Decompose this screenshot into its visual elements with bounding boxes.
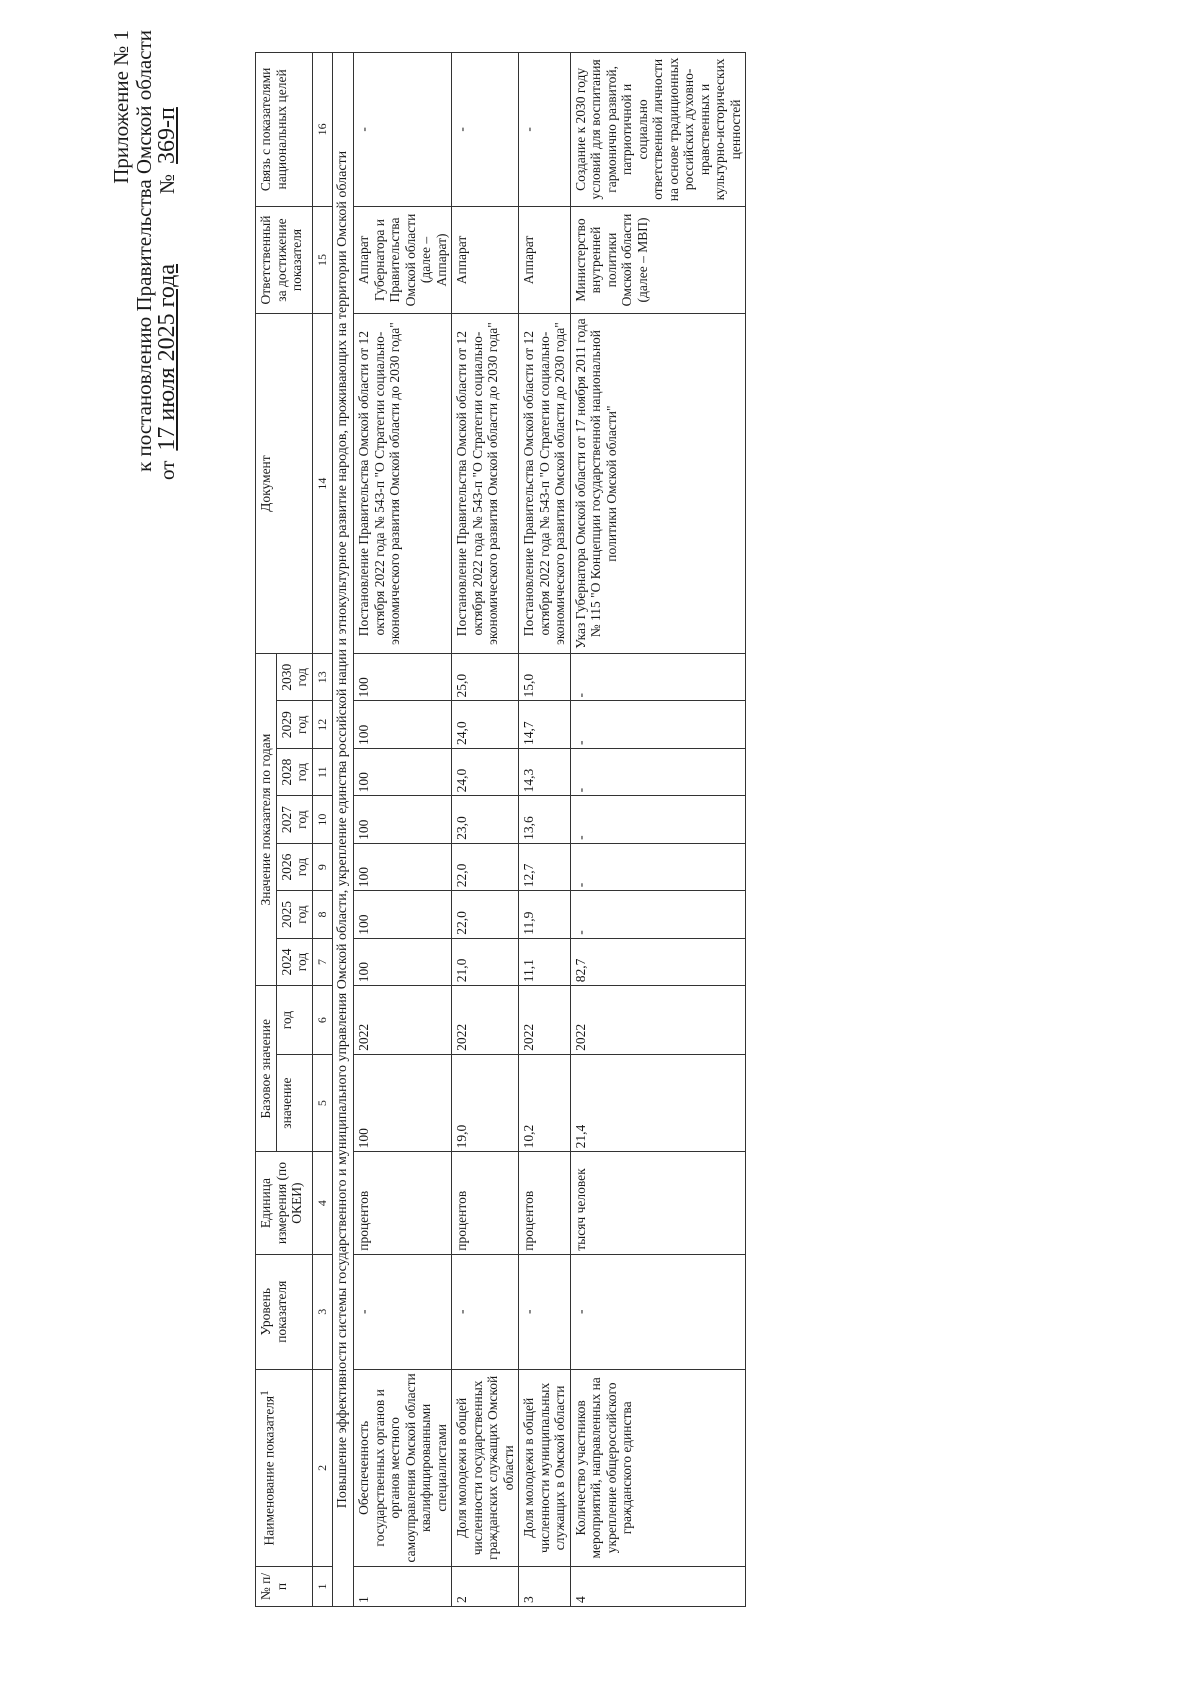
source-document: Постановление Правительства Омской области от 12 октября 2022 года № 543-п "О Стратегии социально-экономического развития Омской области до 2030 года" xyxy=(452,314,519,654)
indicator-name: Количество участников мероприятий, направленных на укрепление общероссийского гражданского единства xyxy=(570,1369,746,1566)
value-2027: 13,6 xyxy=(519,796,571,843)
column-number: 2 xyxy=(312,1369,333,1566)
value-2029: - xyxy=(570,701,746,748)
col-level-header: Уровень показателя xyxy=(256,1254,313,1369)
column-number: 5 xyxy=(312,1054,333,1151)
indicator-level: - xyxy=(452,1254,519,1369)
value-2029: 24,0 xyxy=(452,701,519,748)
source-document: Постановление Правительства Омской области от 12 октября 2022 года № 543-п "О Стратегии социально-экономического развития Омской области до 2030 года" xyxy=(519,314,571,654)
value-2027: 100 xyxy=(354,796,452,843)
indicator-unit: процентов xyxy=(354,1152,452,1254)
column-number: 13 xyxy=(312,653,333,701)
col-base-year-header: год xyxy=(276,986,312,1055)
base-value: 100 xyxy=(354,1054,452,1151)
col-no-header: № п/п xyxy=(256,1567,313,1607)
value-2026: - xyxy=(570,843,746,890)
column-number: 7 xyxy=(312,938,333,985)
value-2030: 100 xyxy=(354,653,452,701)
column-number: 16 xyxy=(312,53,333,207)
indicator-unit: процентов xyxy=(452,1152,519,1254)
indicator-name: Доля молодежи в общей численности государственных гражданских служащих Омской области xyxy=(452,1369,519,1566)
col-base-value-header: значение xyxy=(276,1054,312,1151)
column-number: 9 xyxy=(312,843,333,890)
resolution-reference xyxy=(156,30,179,480)
col-2029-header: 2029 год xyxy=(276,701,312,748)
value-2027: 23,0 xyxy=(452,796,519,843)
appendix-title: Приложение № 1 xyxy=(109,30,133,184)
row-no: 3 xyxy=(519,1567,571,1607)
col-unit-header: Единица измерения (по ОКЕИ) xyxy=(256,1152,313,1254)
column-number: 8 xyxy=(312,891,333,938)
column-number: 10 xyxy=(312,796,333,843)
value-2028: 24,0 xyxy=(452,748,519,795)
responsible-body: Аппарат Губернатора и Правительства Омской области (далее – Аппарат) xyxy=(354,206,452,313)
value-2028: - xyxy=(570,748,746,795)
indicators-table xyxy=(255,52,746,1607)
base-year: 2022 xyxy=(519,986,571,1055)
national-goal-link: Создание к 2030 году условий для воспитания гармонично развитой, патриотичной и социально ответственной личности на основе традиционных российских духовно-нравственных и культурно-исторических ценностей xyxy=(570,53,746,207)
row-no: 2 xyxy=(452,1567,519,1607)
column-number: 3 xyxy=(312,1254,333,1369)
col-2026-header: 2026 год xyxy=(276,843,312,890)
col-name-label: Наименование показателя xyxy=(261,1395,277,1546)
section-row xyxy=(333,53,354,1607)
base-year: 2022 xyxy=(570,986,746,1055)
col-2030-header: 2030 год xyxy=(276,653,312,701)
header-row-1 xyxy=(256,53,277,1607)
table-row xyxy=(354,53,452,1607)
col-values-header: Значение показателя по годам xyxy=(256,653,277,985)
indicator-level: - xyxy=(570,1254,746,1369)
col-doc-header: Документ xyxy=(256,314,313,654)
indicator-name: Доля молодежи в общей численности муниципальных служащих в Омской области xyxy=(519,1369,571,1566)
base-value: 21,4 xyxy=(570,1054,746,1151)
col-base-header: Базовое значение xyxy=(256,986,277,1152)
col-resp-header: Ответственный за достижение показателя xyxy=(256,206,313,313)
column-number: 4 xyxy=(312,1152,333,1254)
table-row xyxy=(452,53,519,1607)
value-2025: 100 xyxy=(354,891,452,938)
value-2028: 100 xyxy=(354,748,452,795)
base-value: 10,2 xyxy=(519,1054,571,1151)
national-goal-link: - xyxy=(354,53,452,207)
appendix-subtitle: к постановлению Правительства Омской области xyxy=(132,30,156,472)
indicator-level: - xyxy=(519,1254,571,1369)
responsible-body: Аппарат xyxy=(519,206,571,313)
column-number: 12 xyxy=(312,701,333,748)
base-year: 2022 xyxy=(354,986,452,1055)
value-2030: 15,0 xyxy=(519,653,571,701)
column-number: 11 xyxy=(312,748,333,795)
footnote-mark: 1 xyxy=(259,1390,271,1396)
value-2030: - xyxy=(570,653,746,701)
value-2025: - xyxy=(570,891,746,938)
value-2027: - xyxy=(570,796,746,843)
value-2024: 100 xyxy=(354,938,452,985)
appendix-header xyxy=(110,30,179,550)
source-document: Указ Губернатора Омской области от 17 ноября 2011 года № 115 "О Концепции государственной национальной политики Омской области" xyxy=(570,314,746,654)
indicator-unit: тысяч человек xyxy=(570,1152,746,1254)
col-2025-header: 2025 год xyxy=(276,891,312,938)
responsible-body: Аппарат xyxy=(452,206,519,313)
section-title: Повышение эффективности системы государственного и муниципального управления Омской области, укрепление единства российской нации и этнокультурное развитие народов, проживающих на территории Омской области xyxy=(333,53,354,1607)
value-2024: 21,0 xyxy=(452,938,519,985)
table-row xyxy=(570,53,746,1607)
col-link-header: Связь с показателями национальных целей xyxy=(256,53,313,207)
value-2029: 14,7 xyxy=(519,701,571,748)
national-goal-link: - xyxy=(452,53,519,207)
value-2024: 11,1 xyxy=(519,938,571,985)
value-2026: 12,7 xyxy=(519,843,571,890)
column-number: 6 xyxy=(312,986,333,1055)
column-number: 1 xyxy=(312,1567,333,1607)
responsible-body: Министерство внутренней политики Омской области (далее – МВП) xyxy=(570,206,746,313)
col-name-header xyxy=(256,1369,313,1566)
base-year: 2022 xyxy=(452,986,519,1055)
col-2028-header: 2028 год xyxy=(276,748,312,795)
resolution-date: 17 июля 2025 года xyxy=(154,263,180,451)
value-2025: 11,9 xyxy=(519,891,571,938)
number-label: № xyxy=(155,173,179,194)
value-2026: 22,0 xyxy=(452,843,519,890)
source-document: Постановление Правительства Омской области от 12 октября 2022 года № 543-п "О Стратегии социально-экономического развития Омской области до 2030 года" xyxy=(354,314,452,654)
table-row xyxy=(519,53,571,1607)
from-label: от xyxy=(155,460,179,480)
value-2029: 100 xyxy=(354,701,452,748)
column-number: 15 xyxy=(312,206,333,313)
column-number-row xyxy=(312,53,333,1607)
value-2028: 14,3 xyxy=(519,748,571,795)
indicator-level: - xyxy=(354,1254,452,1369)
column-number: 14 xyxy=(312,314,333,654)
value-2025: 22,0 xyxy=(452,891,519,938)
value-2024: 82,7 xyxy=(570,938,746,985)
resolution-number: 369-п xyxy=(154,107,180,164)
indicator-name: Обеспеченность государственных органов и органов местного самоуправления Омской области квалифицированными специалистами xyxy=(354,1369,452,1566)
value-2026: 100 xyxy=(354,843,452,890)
value-2030: 25,0 xyxy=(452,653,519,701)
base-value: 19,0 xyxy=(452,1054,519,1151)
row-no: 1 xyxy=(354,1567,452,1607)
row-no: 4 xyxy=(570,1567,746,1607)
col-2024-header: 2024 год xyxy=(276,938,312,985)
indicator-unit: процентов xyxy=(519,1152,571,1254)
national-goal-link: - xyxy=(519,53,571,207)
col-2027-header: 2027 год xyxy=(276,796,312,843)
